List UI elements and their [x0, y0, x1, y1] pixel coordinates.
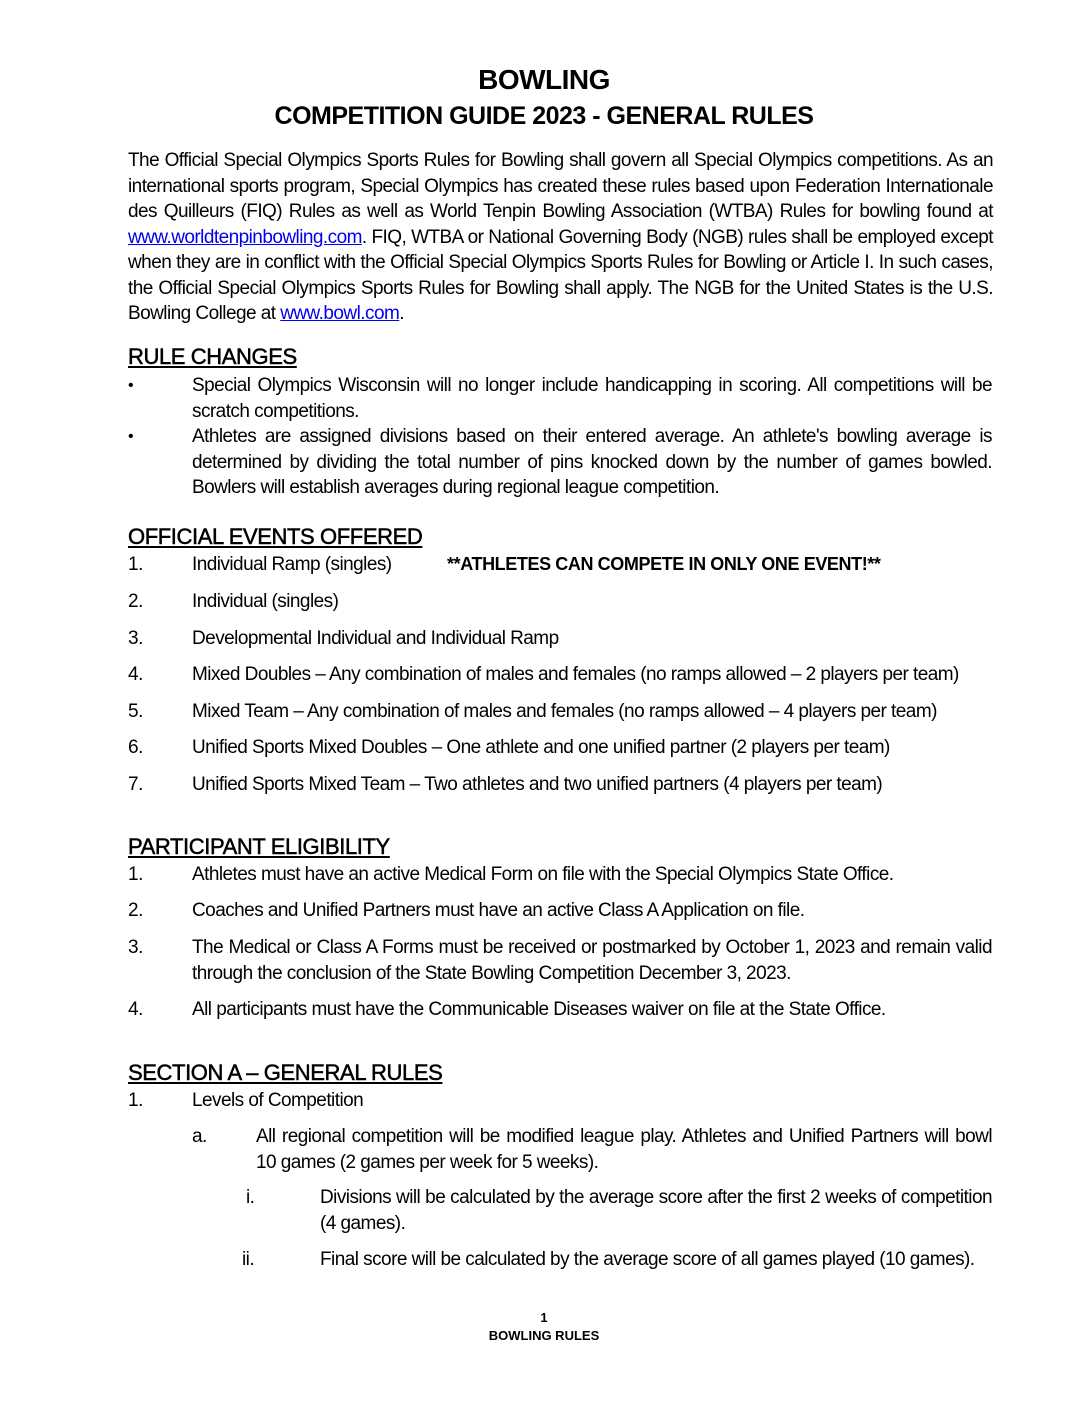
bowl-com-link[interactable]: www.bowl.com [280, 303, 400, 324]
eligibility-number: 3. [128, 937, 144, 958]
sub-sub-item-text: Final score will be calculated by the average score of all games played (10 games). [320, 1249, 975, 1270]
event-number: 2. [128, 591, 144, 612]
sub-sub-item-text: Divisions will be calculated by the average score after the first 2 weeks of competition (4 games). [320, 1187, 992, 1234]
bullet-icon: • [128, 377, 134, 394]
bullet-icon: • [128, 428, 134, 445]
rule-change-item: Special Olympics Wisconsin will no longer include handicapping in scoring. All competitions will be scratch competitions. [192, 375, 992, 422]
eligibility-item: All participants must have the Communicable Diseases waiver on file at the State Office. [192, 999, 886, 1020]
section-a-heading: SECTION A – GENERAL RULES [128, 1060, 443, 1085]
event-item: Individual (singles) [192, 591, 339, 612]
event-item: Individual Ramp (singles) [192, 554, 392, 575]
footer-label: BOWLING RULES [488, 1328, 600, 1343]
document-title: BOWLING [478, 64, 610, 95]
event-number: 5. [128, 701, 144, 722]
one-event-note: **ATHLETES CAN COMPETE IN ONLY ONE EVENT!** [447, 554, 881, 574]
event-item: Developmental Individual and Individual Ramp [192, 628, 559, 649]
sub-sub-item-roman: i. [246, 1187, 255, 1208]
sub-sub-item-roman: ii. [242, 1249, 255, 1270]
event-number: 1. [128, 554, 144, 575]
intro-text-3: . [399, 303, 404, 324]
event-item: Unified Sports Mixed Team – Two athletes and two unified partners (4 players per team) [192, 774, 883, 795]
event-item: Unified Sports Mixed Doubles – One athlete and one unified partner (2 players per team) [192, 737, 890, 758]
event-number: 4. [128, 664, 144, 685]
events-heading: OFFICIAL EVENTS OFFERED [128, 524, 423, 549]
eligibility-number: 1. [128, 864, 144, 885]
eligibility-item: Athletes must have an active Medical Form on file with the Special Olympics State Office. [192, 864, 894, 885]
eligibility-item: Coaches and Unified Partners must have an active Class A Application on file. [192, 900, 805, 921]
worldtenpinbowling-link[interactable]: www.worldtenpinbowling.com [128, 226, 362, 248]
intro-paragraph [128, 148, 993, 327]
document-subtitle: COMPETITION GUIDE 2023 - GENERAL RULES [274, 102, 814, 130]
intro-text-1: The Official Special Olympics Sports Rules for Bowling shall govern all Special Olympics competitions. As an international sports program, Special Olympics has created these rules based upon Federation Internationale des Quilleurs (FIQ) Rules as well as World Tenpin Bowling Association (WTBA) Rules for bowling found at [128, 150, 993, 222]
event-number: 6. [128, 737, 144, 758]
event-number: 7. [128, 774, 144, 795]
intro-text-2: . FIQ, WTBA or National Governing Body (NGB) rules shall be employed except when they are in conflict with the Official Special Olympics Sports Rules for Bowling or Article I. In such cases, the Official Special Olympics Sports Rules for Bowling shall apply. The NGB for the United States is the U.S. Bowling College at [128, 226, 993, 324]
rule-change-item: Athletes are assigned divisions based on their entered average. An athlete's bowling average is determined by dividing the total number of pins knocked down by the number of games bowled. Bowlers will establish averages during regional league competition. [192, 426, 992, 498]
event-item: Mixed Doubles – Any combination of males and females (no ramps allowed – 2 players per team) [192, 664, 959, 685]
rule-changes-heading: RULE CHANGES [128, 344, 297, 369]
eligibility-item: The Medical or Class A Forms must be received or postmarked by October 1, 2023 and remain valid through the conclusion of the State Bowling Competition December 3, 2023. [192, 937, 992, 984]
section-a-number: 1. [128, 1090, 144, 1111]
eligibility-heading: PARTICIPANT ELIGIBILITY [128, 834, 390, 859]
eligibility-number: 4. [128, 999, 144, 1020]
page-number: 1 [540, 1310, 548, 1325]
event-number: 3. [128, 628, 144, 649]
eligibility-number: 2. [128, 900, 144, 921]
section-a-item: Levels of Competition [192, 1090, 364, 1111]
event-item: Mixed Team – Any combination of males and females (no ramps allowed – 4 players per team) [192, 701, 937, 722]
sub-item-letter: a. [192, 1126, 207, 1147]
sub-item-text: All regional competition will be modified league play. Athletes and Unified Partners will bowl 10 games (2 games per week for 5 weeks). [256, 1126, 992, 1173]
